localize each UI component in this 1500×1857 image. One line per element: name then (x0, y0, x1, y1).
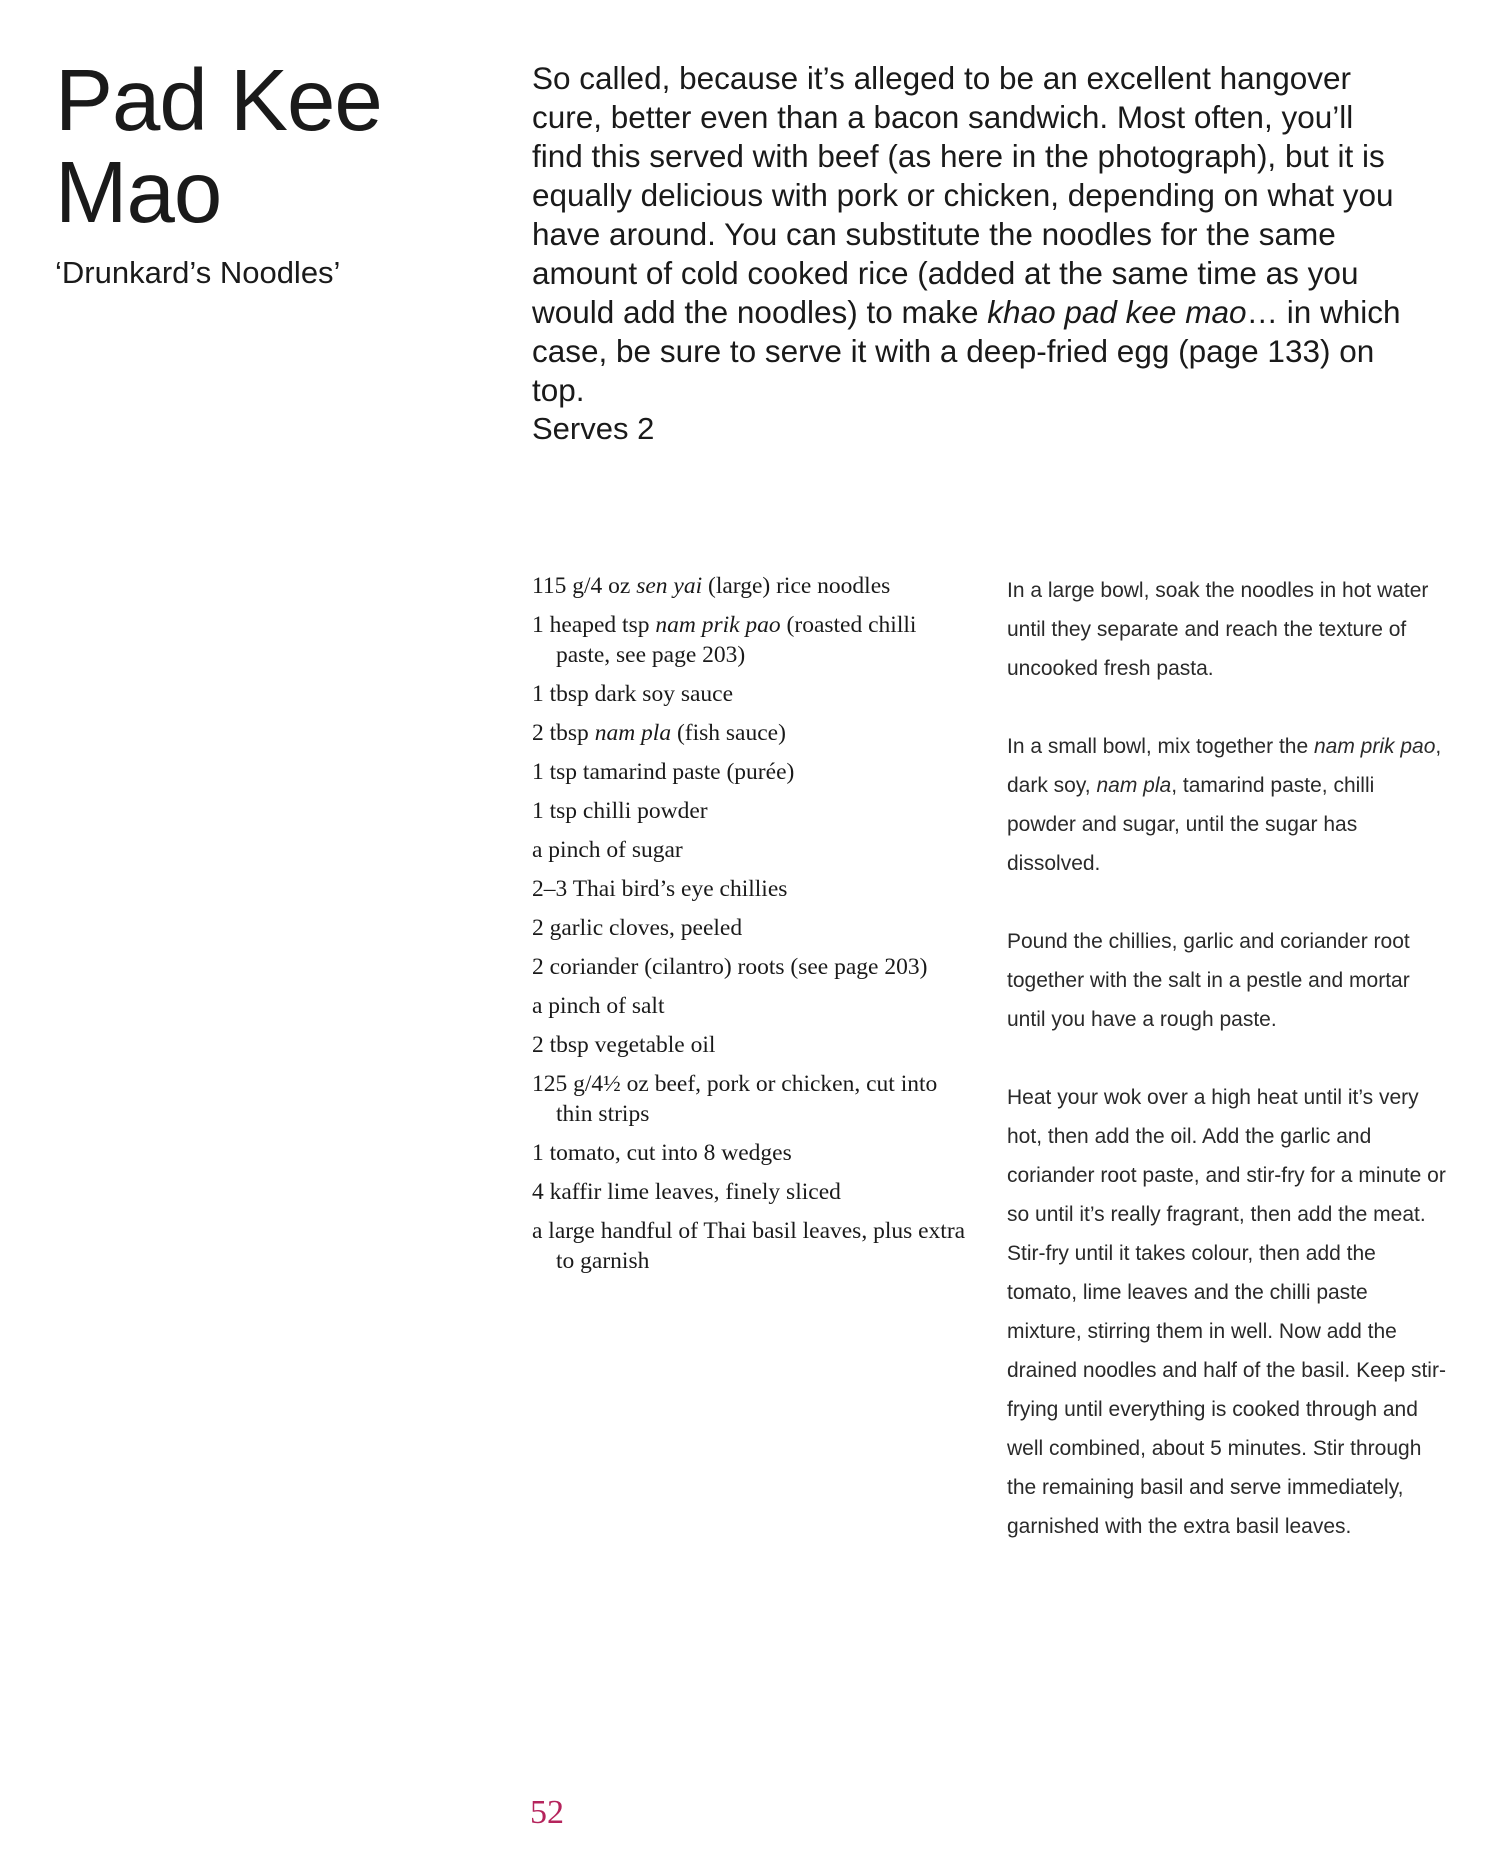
ingredient-text: 2 tbsp (532, 720, 595, 746)
recipe-subtitle: ‘Drunkard’s Noodles’ (55, 255, 341, 290)
ingredient-italic-term: nam pla (594, 720, 672, 746)
ingredient-text-end: (roasted chilli paste, see page 203) (556, 612, 917, 668)
ingredient-text: 125 g/4½ oz beef, pork or chicken, cut into thin strips (532, 1071, 938, 1127)
ingredient-item (532, 1138, 972, 1168)
intro-text-end: … in which case, be sure to serve it with a deep-fried egg (page 133) on top. (532, 294, 1401, 408)
ingredient-item (532, 610, 972, 670)
page-number: 52 (530, 1794, 564, 1831)
ingredient-text: a pinch of sugar (532, 837, 683, 863)
ingredient-text: 2 coriander (cilantro) roots (see page 203) (532, 954, 928, 980)
ingredient-item (532, 718, 972, 748)
method-step (1007, 727, 1447, 883)
ingredient-item (532, 835, 972, 865)
method-italic-term: nam pla (1096, 774, 1172, 797)
ingredient-item (532, 874, 972, 904)
ingredient-item (532, 913, 972, 943)
ingredient-text: 1 tsp tamarind paste (purée) (532, 759, 795, 785)
ingredient-item (532, 571, 972, 601)
ingredient-text: 2–3 Thai bird’s eye chillies (532, 876, 788, 902)
method-text: , tamarind paste, chilli powder and sugar, until the sugar has dissolved. (1007, 774, 1375, 875)
ingredient-text: 115 g/4 oz (532, 573, 637, 599)
method-text: In a small bowl, mix together the (1007, 735, 1314, 758)
ingredient-item (532, 1216, 972, 1276)
ingredient-text: a large handful of Thai basil leaves, plus extra to garnish (532, 1218, 966, 1274)
ingredient-text-end: (fish sauce) (671, 720, 786, 746)
ingredient-item (532, 1177, 972, 1207)
ingredient-text: 1 tbsp dark soy sauce (532, 681, 734, 707)
ingredient-text: 1 tomato, cut into 8 wedges (532, 1140, 792, 1166)
ingredient-text-end: (large) rice noodles (702, 573, 891, 599)
method-text: Pound the chillies, garlic and coriander root together with the salt in a pestle and mortar until you have a rough paste. (1007, 930, 1410, 1031)
ingredient-italic-term: sen yai (636, 573, 703, 599)
recipe-intro (532, 59, 1412, 410)
ingredient-item (532, 1030, 972, 1060)
method-step (1007, 571, 1447, 688)
ingredient-item (532, 679, 972, 709)
ingredient-text: 2 tbsp vegetable oil (532, 1032, 716, 1058)
ingredient-text: 1 heaped tsp (532, 612, 656, 638)
intro-italic-dish-name: khao pad kee mao (987, 294, 1247, 330)
method-step (1007, 1078, 1447, 1546)
ingredient-italic-term: nam prik pao (655, 612, 781, 638)
ingredient-item (532, 991, 972, 1021)
method-steps (1007, 571, 1447, 1585)
method-text: In a large bowl, soak the noodles in hot water until they separate and reach the texture of uncooked fresh pasta. (1007, 579, 1429, 680)
serves-count: Serves 2 (532, 411, 655, 446)
ingredient-text: 2 garlic cloves, peeled (532, 915, 743, 941)
ingredient-item (532, 1069, 972, 1129)
ingredients-list (532, 571, 972, 1285)
method-text: Heat your wok over a high heat until it’s very hot, then add the oil. Add the garlic and coriander root paste, and stir-fry for a minute or so until it’s really fragrant, then add the meat. Stir-fry until it takes colour, then add the tomato, lime leaves and the chilli paste mixture, stirring them in well. Now add the drained noodles and half of the basil. Keep stir-frying until everything is cooked through and well combined, about 5 minutes. Stir through the remaining basil and serve immediately, garnished with the extra basil leaves. (1007, 1086, 1446, 1538)
method-italic-term: nam prik pao (1313, 735, 1436, 758)
intro-text: So called, because it’s alleged to be an excellent hangover cure, better even than a bacon sandwich. Most often, you’ll find this served with beef (as here in the photograph), but it is equally delicious with pork or chicken, depending on what you have around. You can substitute the noodles for the same amount of cold cooked rice (added at the same time as you would add the noodles) to make (532, 60, 1394, 330)
ingredient-text: a pinch of salt (532, 993, 665, 1019)
method-text: , dark soy, (1007, 735, 1442, 797)
ingredient-item (532, 952, 972, 982)
method-step (1007, 922, 1447, 1039)
ingredient-text: 4 kaffir lime leaves, finely sliced (532, 1179, 841, 1205)
ingredient-item (532, 757, 972, 787)
ingredient-item (532, 796, 972, 826)
recipe-title: Pad Kee Mao (55, 52, 382, 241)
ingredient-text: 1 tsp chilli powder (532, 798, 708, 824)
